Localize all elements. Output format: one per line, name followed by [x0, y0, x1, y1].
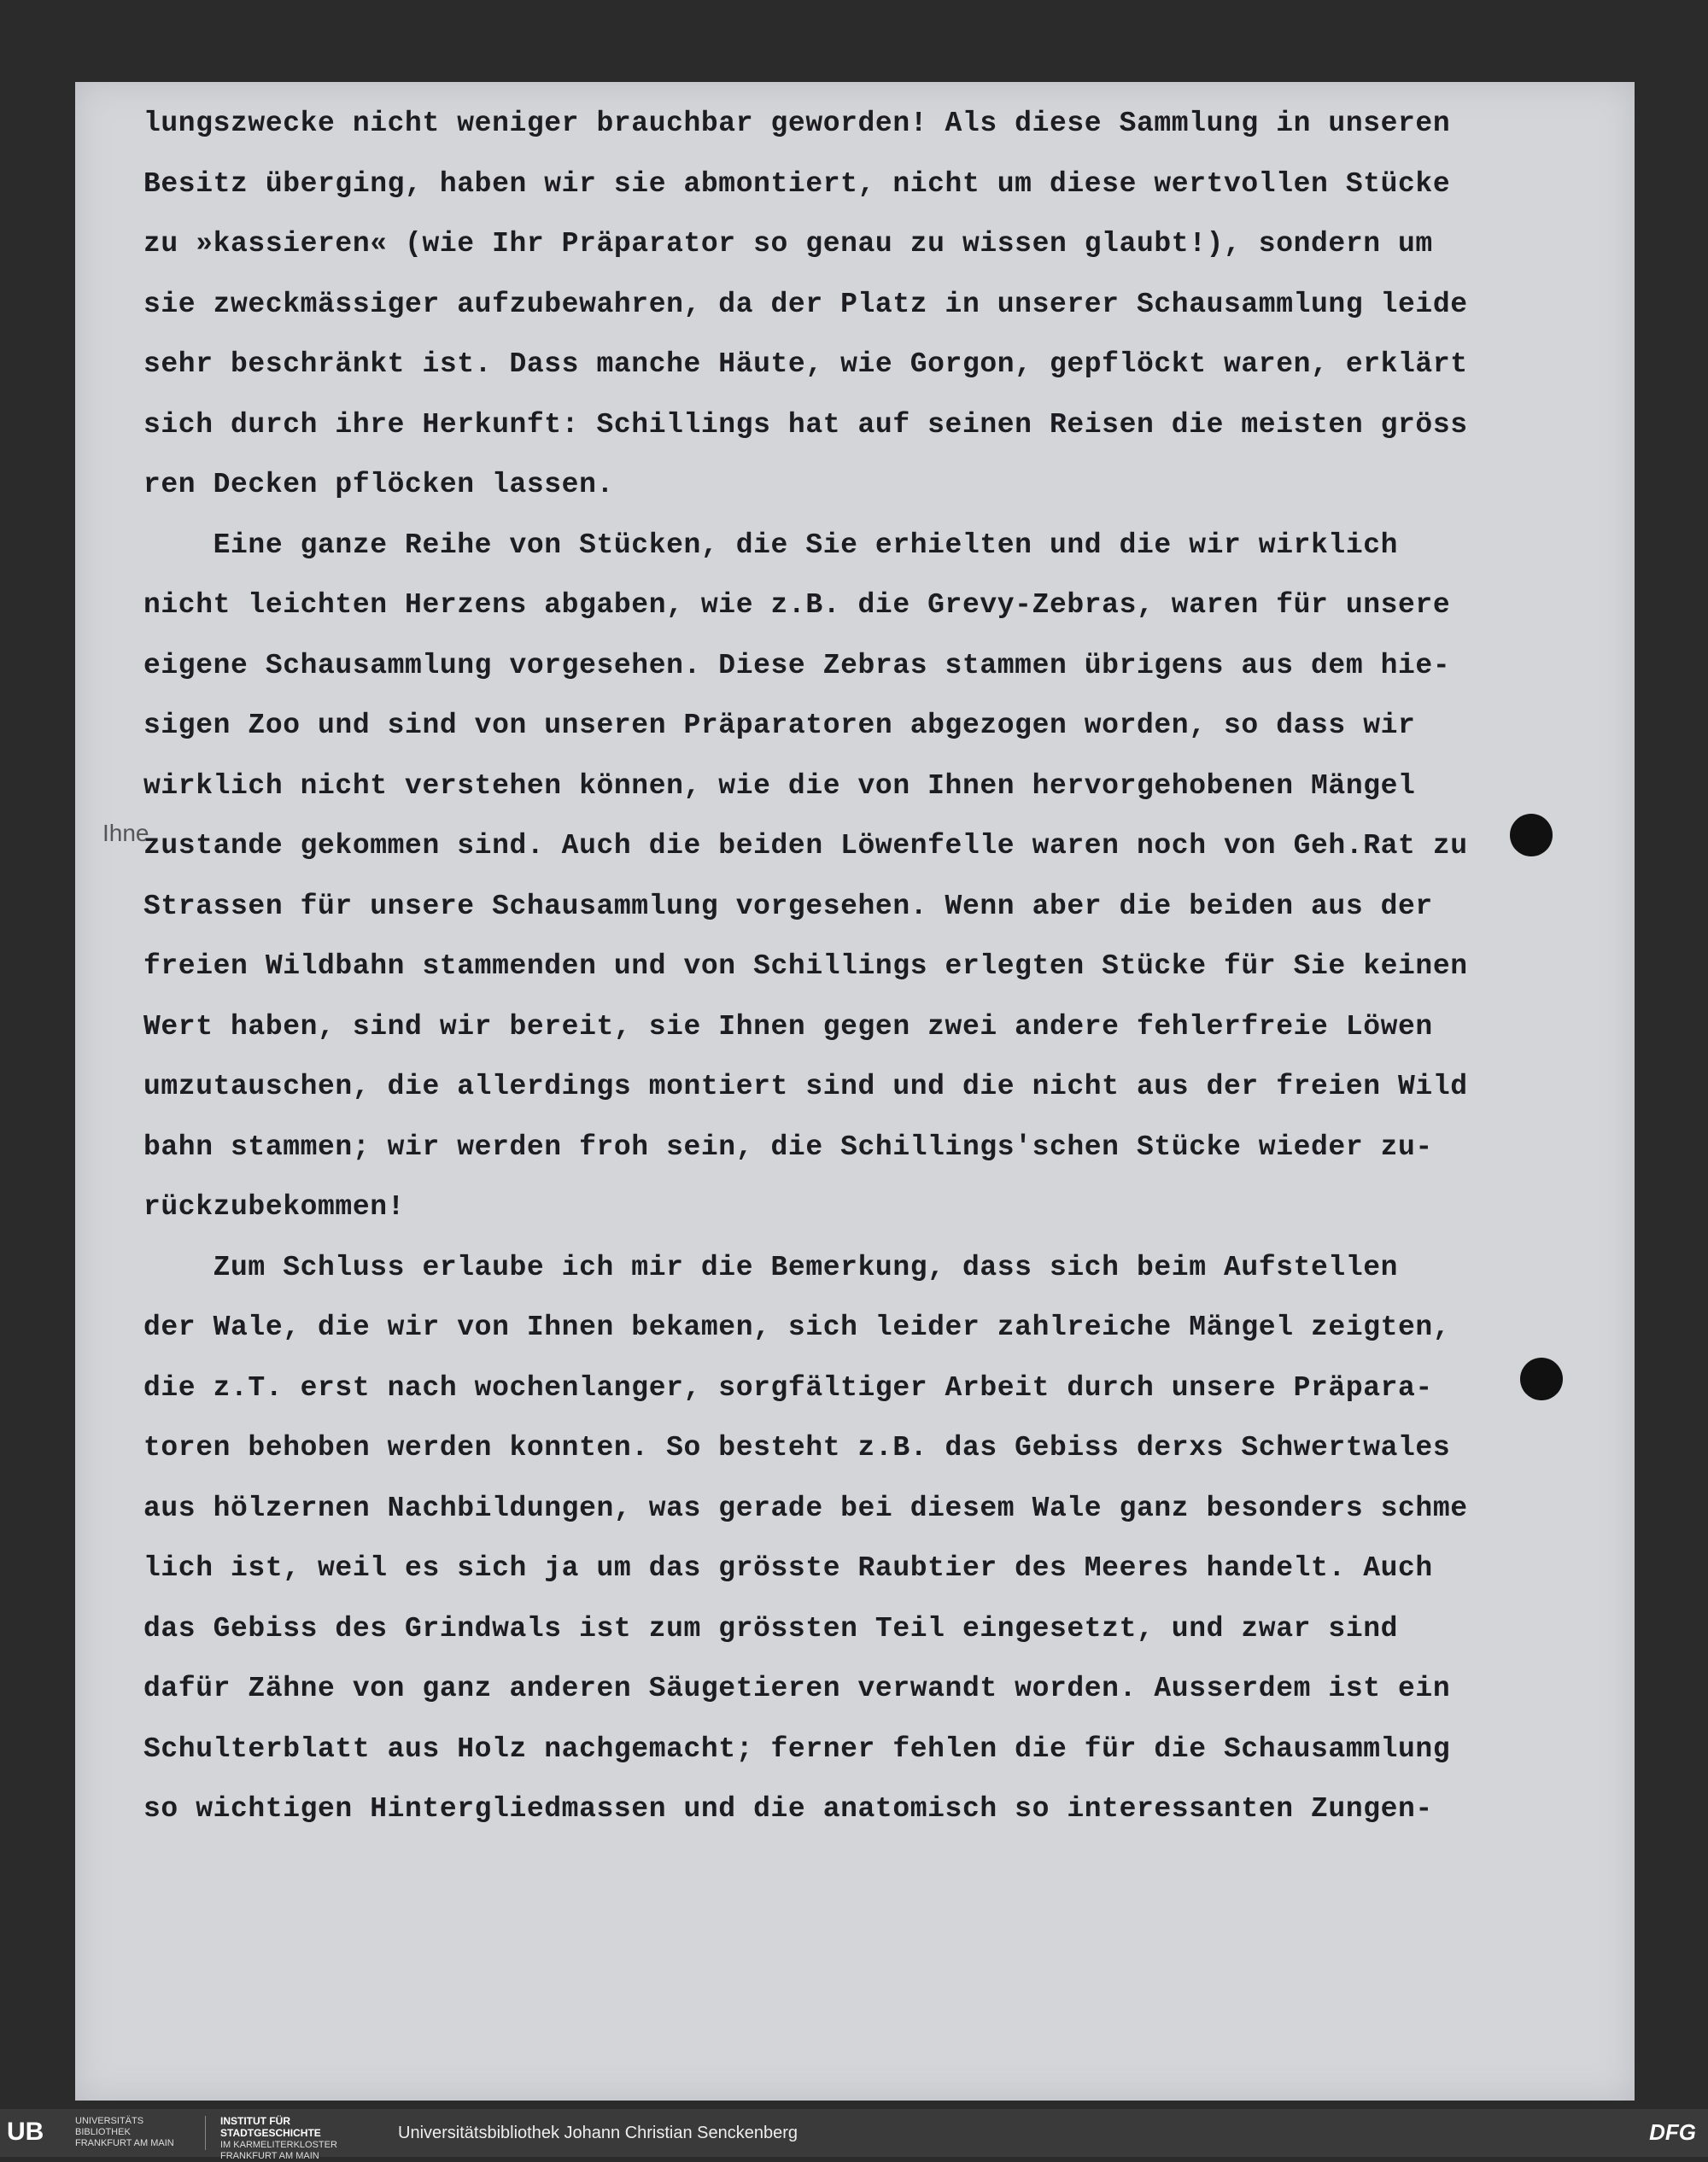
text-line: lungszwecke nicht weniger brauchbar geworden! Als diese Sammlung in unseren — [143, 108, 1451, 139]
text-line: zustande gekommen sind. Auch die beiden Löwenfelle waren noch von Geh.Rat zu — [143, 830, 1468, 862]
dfg-logo: DFG — [1649, 2119, 1696, 2145]
text-line: bahn stammen; wir werden froh sein, die Schillings'schen Stücke wieder zu- — [143, 1131, 1433, 1163]
text-line: sehr beschränkt ist. Dass manche Häute, wie Gorgon, gepflöckt waren, erklärt — [143, 348, 1468, 380]
typewritten-text — [143, 94, 1612, 1840]
text-line: dafür Zähne von ganz anderen Säugetieren verwandt worden. Ausserdem ist ein — [143, 1673, 1451, 1704]
text-line: so wichtigen Hintergliedmassen und die anatomisch so interessanten Zungen- — [143, 1793, 1433, 1825]
text-line: Schulterblatt aus Holz nachgemacht; ferner fehlen die für die Schausammlung — [143, 1733, 1451, 1765]
text-line: ren Decken pflöcken lassen. — [143, 469, 614, 500]
text-line: wirklich nicht verstehen können, wie die von Ihnen hervorgehobenen Mängel — [143, 769, 1416, 802]
text-line: Zum Schluss erlaube ich mir die Bemerkung, dass sich beim Aufstellen — [143, 1251, 1399, 1283]
text-line: Besitz überging, haben wir sie abmontiert, nicht um diese wertvollen Stücke — [143, 167, 1451, 200]
text-line: Wert haben, sind wir bereit, sie Ihnen gegen zwei andere fehlerfreie Löwen — [143, 1010, 1433, 1043]
text-line: aus hölzernen Nachbildungen, was gerade bei diesem Wale ganz besonders schme — [143, 1492, 1468, 1524]
punch-hole-top — [1510, 814, 1553, 856]
institute-subtitle: IM KARMELITERKLOSTER FRANKFURT AM MAIN — [220, 2140, 337, 2161]
punch-hole-bottom — [1520, 1358, 1563, 1400]
text-line: freien Wildbahn stammenden und von Schillings erlegten Stücke für Sie keinen — [143, 950, 1468, 982]
text-line: rückzubekommen! — [143, 1191, 406, 1223]
text-line: Eine ganze Reihe von Stücken, die Sie erhielten und die wir wirklich — [143, 529, 1399, 561]
footer-divider — [205, 2116, 206, 2150]
institute-logo — [220, 2116, 374, 2162]
text-line: Strassen für unsere Schausammlung vorgesehen. Wenn aber die beiden aus der — [143, 890, 1433, 922]
text-line: sie zweckmässiger aufzubewahren, da der Platz in unserer Schausammlung leide — [143, 288, 1468, 320]
ub-logo-text: UNIVERSITÄTS BIBLIOTHEK FRANKFURT AM MAIN — [75, 2116, 174, 2148]
text-line: sich durch ihre Herkunft: Schillings hat auf seinen Reisen die meisten gröss — [143, 408, 1468, 441]
footer-bar — [0, 2109, 1708, 2161]
text-line: nicht leichten Herzens abgaben, wie z.B. die Grevy-Zebras, waren für unsere — [143, 589, 1451, 621]
margin-note: Ihne — [102, 820, 149, 846]
text-line: lich ist, weil es sich ja um das grösste Raubtier des Meeres handelt. Auch — [143, 1552, 1433, 1584]
text-line: zu »kassieren« (wie Ihr Präparator so genau zu wissen glaubt!), sondern um — [143, 228, 1433, 260]
text-line: der Wale, die wir von Ihnen bekamen, sich leider zahlreiche Mängel zeigten, — [143, 1312, 1451, 1343]
text-line: toren behoben werden konnten. So besteht z.B. das Gebiss derxs Schwertwales — [143, 1432, 1451, 1464]
text-line: sigen Zoo und sind von unseren Präparatoren abgezogen worden, so dass wir — [143, 710, 1416, 741]
text-line: das Gebiss des Grindwals ist zum grössten Teil eingesetzt, und zwar sind — [143, 1612, 1399, 1645]
ub-logo: UB — [7, 2118, 44, 2146]
institute-title: INSTITUT FÜR STADTGESCHICHTE — [220, 2115, 321, 2139]
footer-caption: Universitätsbibliothek Johann Christian Senckenberg — [398, 2124, 798, 2142]
text-line: die z.T. erst nach wochenlanger, sorgfältiger Arbeit durch unsere Präpara- — [143, 1371, 1433, 1404]
text-line: eigene Schausammlung vorgesehen. Diese Zebras stammen übrigens aus dem hie- — [143, 649, 1451, 681]
text-line: umzutauschen, die allerdings montiert sind und die nicht aus der freien Wild — [143, 1071, 1468, 1102]
